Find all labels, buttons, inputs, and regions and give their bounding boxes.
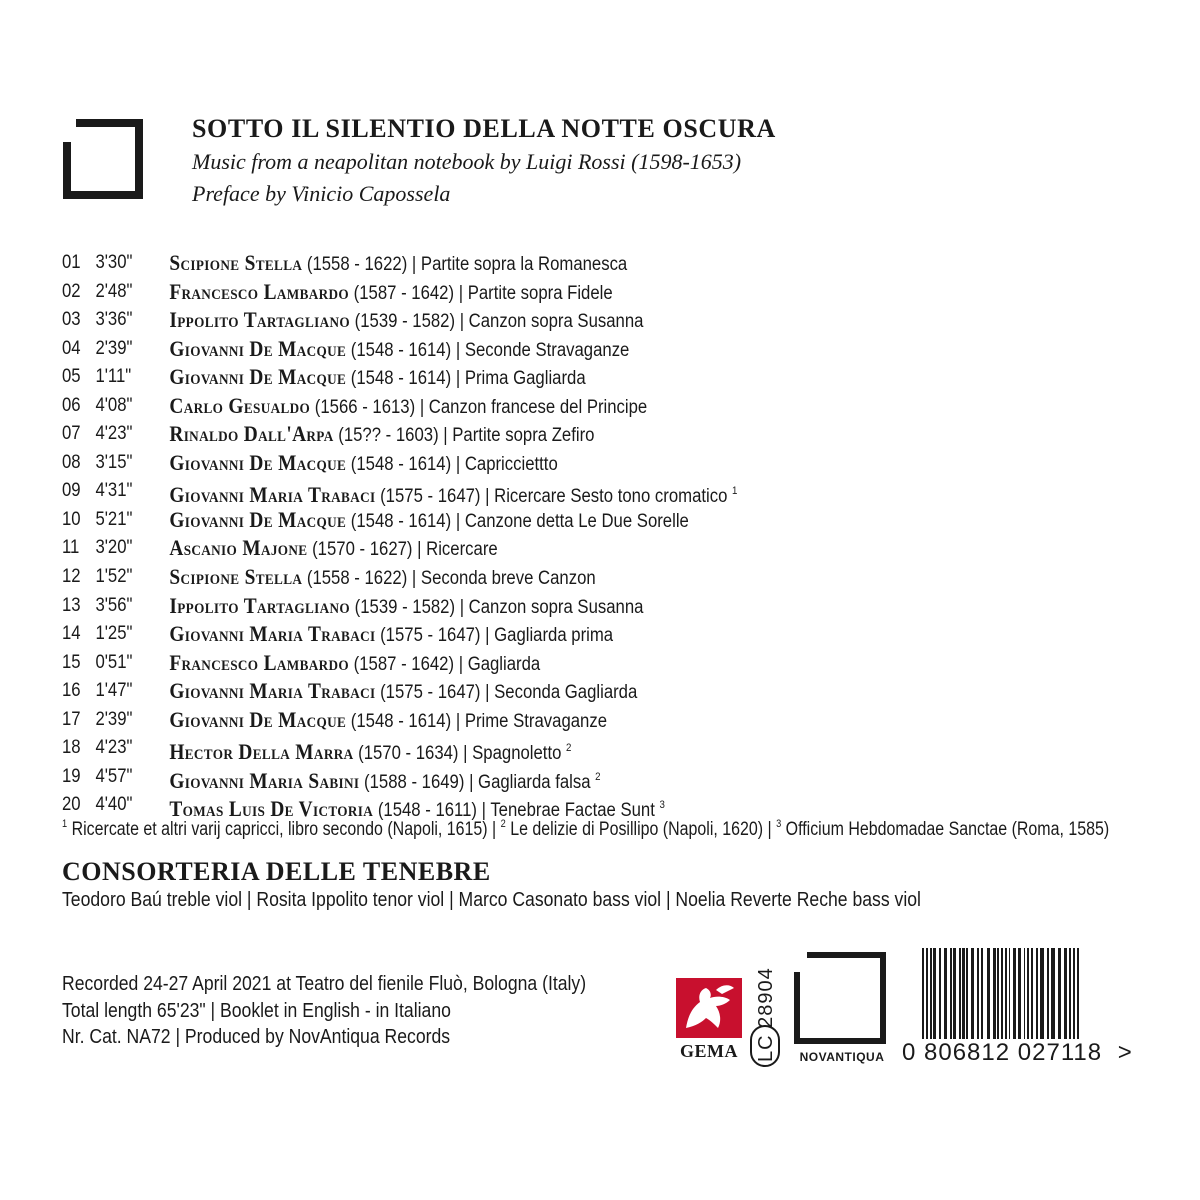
track-work: Seconda Gagliarda	[494, 682, 638, 704]
track-duration: 1'52"	[95, 566, 133, 588]
track-duration: 4'08"	[95, 394, 133, 416]
recording-line-3: Nr. Cat. NA72 | Produced by NovAntiqua Records	[62, 1026, 451, 1048]
track-composer: Giovanni De Macque	[169, 449, 347, 475]
barcode-bar	[959, 948, 961, 1040]
track-number: 06	[62, 394, 81, 416]
track-dates: (1575 - 1647)	[380, 486, 481, 508]
track-description	[169, 620, 613, 650]
track-separator: |	[451, 710, 465, 732]
track-description	[169, 249, 627, 279]
track-duration: 5'21"	[95, 508, 133, 530]
footnotes	[62, 810, 1109, 844]
track-work: Gagliarda prima	[494, 625, 614, 647]
track-work: Seconde Stravaganze	[464, 339, 630, 361]
barcode-bar	[1005, 948, 1007, 1040]
novantiqua-frame-logo	[62, 118, 144, 200]
track-separator: |	[407, 254, 421, 275]
track-dates: (1539 - 1582)	[354, 311, 456, 333]
album-header	[192, 112, 776, 210]
ensemble-members: Teodoro Baú treble viol | Rosita Ippolito tenor viol | Marco Casonato bass viol | Noelia Reverte Reche bass viol	[62, 889, 921, 911]
footnote-text: Le delizie di Posillipo (Napoli, 1620)	[510, 819, 764, 840]
track-duration: 4'40"	[95, 794, 133, 816]
track-number: 15	[62, 651, 81, 673]
track-separator: |	[455, 596, 469, 618]
track-separator: |	[454, 282, 468, 304]
track-description	[169, 306, 643, 336]
recording-info	[62, 971, 586, 1051]
label-name: NOVANTIQUA	[799, 1050, 885, 1064]
barcode-bar	[1040, 948, 1044, 1040]
track-separator: |	[480, 486, 495, 508]
track-separator: |	[412, 539, 427, 561]
track-duration: 3'20"	[95, 537, 133, 559]
ensemble-name: CONSORTERIA DELLE TENEBRE	[62, 857, 491, 886]
track-composer: Giovanni Maria Sabini	[169, 767, 360, 793]
track-description	[169, 335, 629, 365]
track-separator: |	[407, 568, 421, 590]
track-separator: |	[455, 311, 469, 333]
track-composer: Tomas Luis De Victoria	[169, 796, 374, 822]
track-number: 11	[62, 537, 80, 559]
track-duration: 3'30"	[95, 252, 133, 273]
track-dates: (1548 - 1611)	[377, 800, 477, 822]
track-description	[169, 449, 557, 479]
track-description	[169, 649, 540, 679]
barcode-bar	[1027, 948, 1029, 1040]
footnote-mark: 3	[776, 818, 782, 830]
track-number: 16	[62, 680, 81, 702]
track-separator: |	[476, 800, 491, 822]
album-subtitle: Music from a neapolitan notebook by Luigi Rossi (1598-1653)	[192, 149, 742, 174]
track-dates: (1548 - 1614)	[350, 510, 452, 532]
track-composer: Giovanni De Macque	[169, 506, 347, 532]
track-dates: (1558 - 1622)	[306, 568, 408, 590]
footnote-text: Officium Hebdomadae Sanctae (Roma, 1585)	[785, 819, 1110, 840]
track-dates: (15?? - 1603)	[338, 425, 439, 447]
novantiqua-frame-icon	[792, 950, 888, 1046]
track-description	[169, 534, 497, 564]
track-number: 19	[62, 765, 81, 787]
track-separator: |	[451, 453, 465, 475]
barcode-bar	[950, 948, 952, 1040]
barcode-bar	[977, 948, 979, 1040]
barcode-bar	[993, 948, 996, 1040]
track-composer: Giovanni Maria Trabaci	[169, 621, 376, 647]
track-description	[169, 363, 585, 393]
track-number: 09	[62, 480, 81, 502]
barcode-bar	[997, 948, 999, 1040]
track-duration: 3'56"	[95, 594, 133, 616]
track-description	[169, 592, 643, 622]
track-work: Canzon sopra Susanna	[468, 596, 644, 618]
barcode-bar	[1051, 948, 1055, 1040]
track-composer: Scipione Stella	[169, 250, 303, 275]
track-composer: Giovanni De Macque	[169, 335, 347, 361]
track-dates: (1575 - 1647)	[380, 625, 481, 647]
footnote-text: Ricercate et altri varij capricci, libro secondo (Napoli, 1615)	[71, 819, 488, 840]
track-composer: Francesco Lambardo	[169, 278, 350, 304]
track-composer: Giovanni De Macque	[169, 364, 347, 390]
track-description	[169, 677, 637, 707]
track-separator: |	[415, 396, 429, 418]
track-separator: |	[438, 425, 453, 447]
track-work: Partite sopra la Romanesca	[420, 254, 628, 275]
track-footnote-mark: 1	[732, 485, 738, 498]
track-dates: (1566 - 1613)	[314, 396, 416, 418]
track-separator: |	[454, 653, 468, 675]
track-description	[169, 392, 647, 422]
track-composer: Francesco Lambardo	[169, 649, 350, 675]
barcode-bar	[1009, 948, 1010, 1040]
track-duration: 2'48"	[95, 280, 133, 302]
track-footnote-mark: 2	[595, 770, 601, 783]
track-footnote-mark: 2	[566, 742, 572, 755]
track-dates: (1558 - 1622)	[306, 254, 408, 275]
track-work: Gagliarda	[467, 653, 541, 675]
track-duration: 1'47"	[95, 680, 133, 702]
track-description	[169, 506, 688, 536]
track-composer: Ippolito Tartagliano	[169, 592, 351, 618]
track-separator: |	[480, 625, 495, 647]
barcode-bar	[987, 948, 990, 1040]
track-duration: 4'31"	[95, 480, 133, 502]
track-description	[169, 420, 594, 450]
track-number: 20	[62, 794, 81, 816]
track-description	[169, 563, 595, 593]
gema-logo	[676, 978, 742, 1066]
track-number: 05	[62, 366, 81, 388]
track-dates: (1575 - 1647)	[380, 682, 481, 704]
barcode-bar	[1024, 948, 1025, 1040]
recording-line-1: Recorded 24-27 April 2021 at Teatro del fienile Fluò, Bologna (Italy)	[62, 973, 587, 995]
track-number: 08	[62, 451, 81, 473]
barcode-bar	[981, 948, 983, 1040]
track-number: 14	[62, 623, 81, 645]
track-dates: (1587 - 1642)	[353, 282, 455, 304]
gema-horse-icon	[676, 978, 742, 1038]
track-work: Capricciettto	[464, 453, 558, 475]
track-dates: (1548 - 1614)	[350, 339, 452, 361]
track-work: Prima Gagliarda	[464, 368, 586, 390]
footnote-separator: |	[487, 819, 501, 840]
barcode-bar	[933, 948, 936, 1040]
track-duration: 3'15"	[95, 451, 133, 473]
barcode-bar	[1047, 948, 1049, 1040]
barcode-bar	[939, 948, 941, 1040]
barcode-bar	[1001, 948, 1003, 1040]
track-work: Partite sopra Fidele	[467, 282, 613, 304]
barcode-digits	[900, 1039, 1135, 1067]
barcode-bar	[1018, 948, 1021, 1040]
track-duration: 3'36"	[95, 309, 133, 331]
track-number: 17	[62, 708, 81, 730]
track-dates: (1570 - 1627)	[312, 539, 413, 561]
svg-text:LC 28904: LC 28904	[755, 967, 777, 1062]
track-work: Tenebrae Factae Sunt	[490, 800, 655, 822]
track-composer: Ascanio Majone	[169, 535, 308, 561]
track-separator: |	[480, 682, 495, 704]
track-composer: Giovanni De Macque	[169, 706, 347, 732]
track-work: Ricercare	[426, 539, 498, 561]
track-duration: 2'39"	[95, 708, 133, 730]
gema-text: GEMA	[680, 1041, 738, 1061]
track-work: Ricercare Sesto tono cromatico	[494, 486, 728, 508]
track-composer: Carlo Gesualdo	[169, 392, 311, 418]
track-dates: (1548 - 1614)	[350, 453, 452, 475]
track-number: 02	[62, 280, 81, 302]
barcode-bar	[1013, 948, 1016, 1040]
track-dates: (1570 - 1634)	[358, 743, 459, 765]
track-composer: Scipione Stella	[169, 564, 303, 590]
track-duration: 1'11"	[95, 366, 132, 388]
track-number: 07	[62, 423, 81, 445]
track-number: 10	[62, 508, 81, 530]
footnote-mark: 1	[62, 818, 68, 830]
barcode-bar	[966, 948, 968, 1040]
track-dates: (1588 - 1649)	[364, 771, 465, 793]
track-dates: (1548 - 1614)	[350, 710, 452, 732]
track-work: Gagliarda falsa	[478, 771, 591, 793]
track-separator: |	[451, 510, 465, 532]
track-work: Spagnoletto	[472, 743, 562, 765]
album-preface: Preface by Vinicio Capossela	[192, 181, 451, 206]
track-separator: |	[451, 368, 465, 390]
track-duration: 4'23"	[95, 737, 133, 759]
track-work: Canzone detta Le Due Sorelle	[464, 510, 689, 532]
track-separator: |	[464, 771, 479, 793]
track-number: 18	[62, 737, 81, 759]
track-description	[169, 706, 607, 736]
track-dates: (1548 - 1614)	[350, 368, 452, 390]
track-number: 13	[62, 594, 81, 616]
track-footnote-mark: 3	[659, 799, 665, 812]
barcode-number: 0 806812 027118	[902, 1039, 1103, 1066]
barcode-bar	[1036, 948, 1038, 1040]
track-duration: 4'57"	[95, 765, 133, 787]
track-duration: 4'23"	[95, 423, 133, 445]
track-dates: (1539 - 1582)	[354, 596, 456, 618]
track-number: 03	[62, 309, 81, 331]
recording-line-2: Total length 65'23" | Booklet in English - in Italiano	[62, 999, 451, 1022]
track-number: 12	[62, 566, 81, 588]
barcode-bar	[944, 948, 947, 1040]
track-work: Canzon sopra Susanna	[468, 311, 644, 333]
track-composer: Giovanni Maria Trabaci	[169, 678, 376, 704]
barcode-arrow: >	[1117, 1039, 1133, 1066]
barcode-bar	[1031, 948, 1033, 1040]
track-number: 01	[62, 252, 81, 273]
track-work: Prime Stravaganze	[464, 710, 608, 732]
track-duration: 2'39"	[95, 337, 133, 359]
track-work: Partite sopra Zefiro	[452, 425, 595, 447]
track-duration: 1'25"	[95, 623, 133, 645]
album-title: SOTTO IL SILENTIO DELLA NOTTE OSCURA	[192, 114, 776, 143]
barcode-bar	[971, 948, 974, 1040]
novantiqua-label-logo	[792, 950, 892, 1068]
track-composer: Hector Della Marra	[169, 739, 354, 765]
track-work: Canzon francese del Principe	[428, 396, 648, 418]
barcode-bar	[1058, 948, 1061, 1040]
track-separator: |	[458, 743, 473, 765]
barcode-bar	[1064, 948, 1067, 1040]
track-composer: Rinaldo Dall'Arpa	[169, 421, 334, 447]
footnote-mark: 2	[500, 818, 506, 830]
track-dates: (1587 - 1642)	[353, 653, 455, 675]
track-number: 04	[62, 337, 81, 359]
track-description	[169, 278, 612, 308]
barcode-bar	[953, 948, 956, 1040]
barcode-bar	[962, 948, 965, 1040]
track-composer: Ippolito Tartagliano	[169, 307, 351, 333]
track-duration: 0'51"	[95, 651, 133, 673]
lc-code-label	[748, 948, 782, 1070]
footnote-separator: |	[763, 819, 777, 840]
gema-mark	[676, 978, 742, 1038]
track-work: Seconda breve Canzon	[420, 568, 596, 590]
track-separator: |	[451, 339, 465, 361]
track-composer: Giovanni Maria Trabaci	[169, 482, 376, 508]
